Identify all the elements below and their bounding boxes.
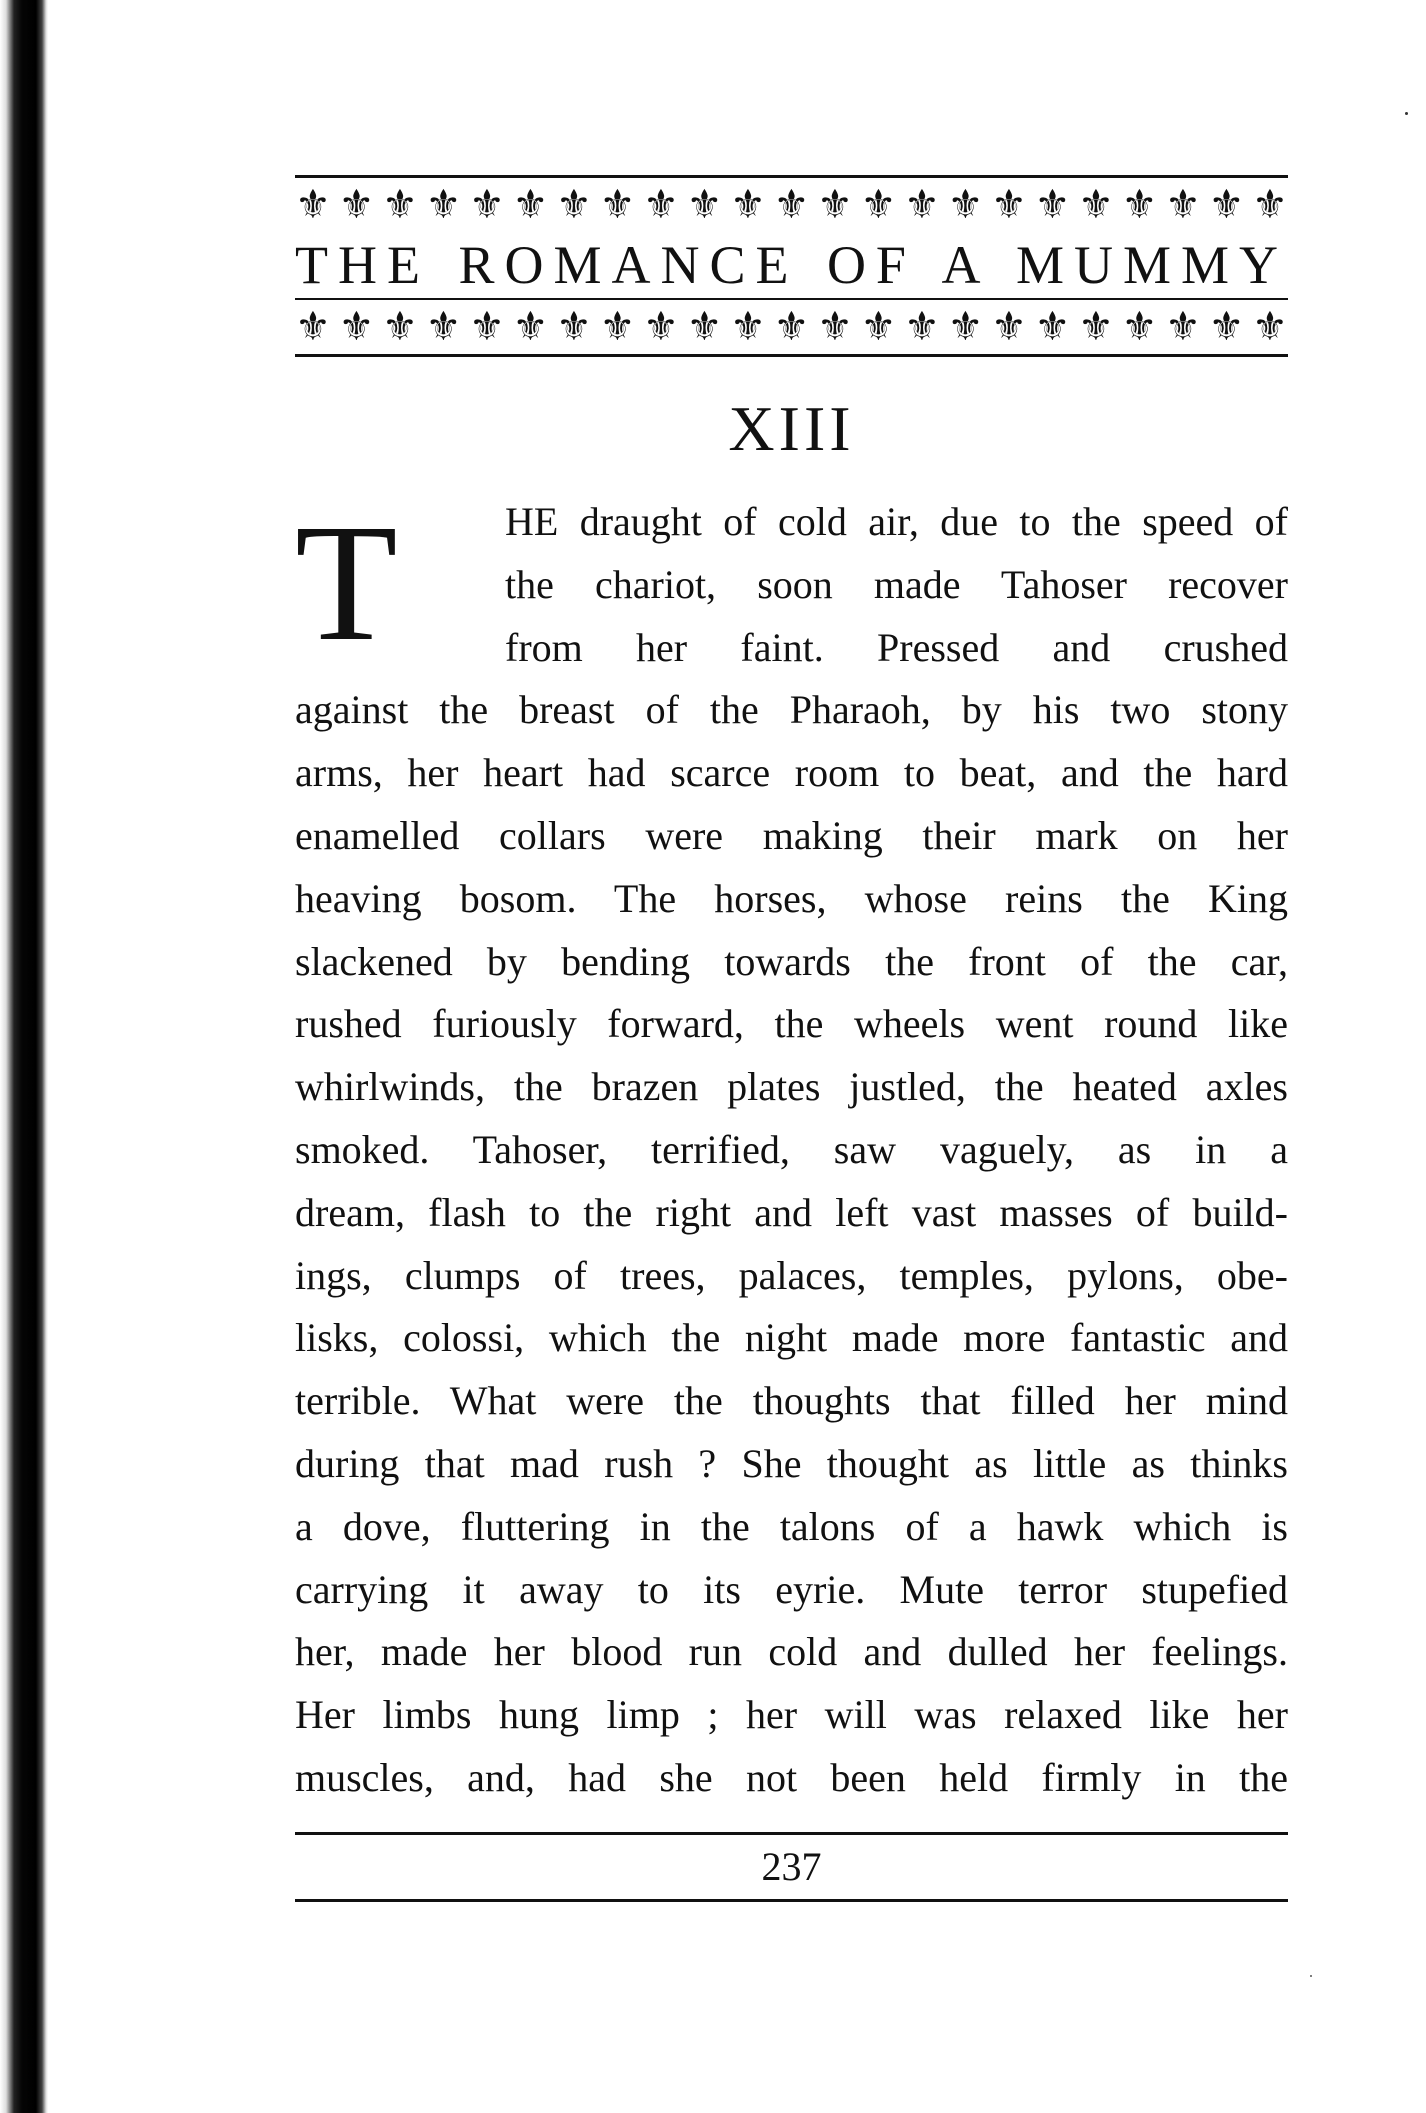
fleur-de-lis-icon: ⚜ [599,304,636,350]
fleur-de-lis-icon: ⚜ [1121,304,1158,350]
fleur-de-lis-icon: ⚜ [382,304,418,350]
fleur-de-lis-icon: ⚜ [1208,182,1245,228]
fleur-de-lis-icon: ⚜ [860,304,897,350]
fleur-de-lis-icon: ⚜ [686,304,723,350]
fleur-de-lis-icon: ⚜ [512,304,549,350]
fleur-de-lis-icon: ⚜ [1034,304,1071,350]
text-line: a dove, fluttering in the talons of a hawk which is [295,1503,1288,1549]
fleur-de-lis-icon: ⚜ [295,304,331,350]
fleur-de-lis-icon: ⚜ [817,182,853,228]
text-line: slackened by bending towards the front of the car, [295,938,1288,984]
text-line: HE draught of cold air, due to the speed of [505,499,1288,544]
footer-rule-bottom [295,1899,1288,1902]
fleur-de-lis-icon: ⚜ [556,304,592,350]
fleur-de-lis-icon: ⚜ [338,304,375,350]
text-line: Her limbs hung limp ; her will was relaxed like her [295,1692,1288,1738]
fleur-de-lis-icon: ⚜ [469,182,505,228]
drop-cap: T [295,490,398,676]
text-line: lisks, colossi, which the night made more fantastic and [295,1315,1288,1361]
fleur-de-lis-icon: ⚜ [295,182,331,228]
fleur-de-lis-icon: ⚜ [643,182,679,228]
ornament-row-bottom [295,300,1288,354]
fleur-de-lis-icon: ⚜ [425,304,462,350]
fleur-de-lis-icon: ⚜ [1165,182,1201,228]
text-line: carrying it away to its eyrie. Mute terror stupefied [295,1566,1288,1612]
fleur-de-lis-icon: ⚜ [425,182,462,228]
fleur-de-lis-icon: ⚜ [1078,182,1114,228]
fleur-de-lis-icon: ⚜ [773,304,810,350]
text-line: ings, clumps of trees, palaces, temples, pylons, obe- [295,1252,1288,1298]
text-line: during that mad rush ? She thought as little as thinks [295,1440,1288,1486]
fleur-de-lis-icon: ⚜ [599,182,636,228]
text-line: arms, her heart had scarce room to beat, and the hard [295,750,1288,796]
page-number: 237 [761,1843,822,1889]
chapter-heading: XIII [728,393,855,464]
fleur-de-lis-icon: ⚜ [469,304,505,350]
body-text [295,491,1288,1810]
fleur-de-lis-icon: ⚜ [730,304,766,350]
fleur-de-lis-icon: ⚜ [773,182,810,228]
text-line: rushed furiously forward, the wheels went round like [295,1001,1288,1047]
fleur-de-lis-icon: ⚜ [1078,304,1114,350]
book-page [295,175,1288,1902]
fleur-de-lis-icon: ⚜ [991,304,1027,350]
fleur-de-lis-icon: ⚜ [904,304,940,350]
text-line: terrible. What were the thoughts that filled her mind [295,1378,1288,1424]
drop-cap-block [295,491,1288,679]
fleur-de-lis-icon: ⚜ [512,182,549,228]
fleur-de-lis-icon: ⚜ [556,182,592,228]
text-line: muscles, and, had she not been held firmly in the [295,1754,1288,1800]
fleur-de-lis-icon: ⚜ [730,182,766,228]
text-line: whirlwinds, the brazen plates justled, the heated axles [295,1064,1288,1110]
fleur-de-lis-icon: ⚜ [643,304,679,350]
fleur-de-lis-icon: ⚜ [1034,182,1071,228]
fleur-de-lis-icon: ⚜ [1121,182,1158,228]
fleur-de-lis-icon: ⚜ [1208,304,1245,350]
text-line: enamelled collars were making their mark on her [295,812,1288,858]
text-line: her, made her blood run cold and dulled her feelings. [295,1629,1288,1675]
book-spine-shadow [0,0,48,2113]
fleur-de-lis-icon: ⚜ [947,182,984,228]
text-line: from her faint. Pressed and crushed [505,624,1288,670]
text-line: heaving bosom. The horses, whose reins the King [295,875,1288,921]
fleur-de-lis-icon: ⚜ [1252,182,1288,228]
text-line: against the breast of the Pharaoh, by his two stony [295,687,1288,733]
text-line: dream, flash to the right and left vast masses of build- [295,1189,1288,1235]
fleur-de-lis-icon: ⚜ [686,182,723,228]
text-line: the chariot, soon made Tahoser recover [505,561,1288,607]
fleur-de-lis-icon: ⚜ [904,182,940,228]
fleur-de-lis-icon: ⚜ [1252,304,1288,350]
fleur-de-lis-icon: ⚜ [947,304,984,350]
speck [1310,1975,1312,1977]
running-title: THE ROMANCE OF A MUMMY [295,235,1288,295]
text-line: smoked. Tahoser, terrified, saw vaguely, as in a [295,1126,1288,1172]
fleur-de-lis-icon: ⚜ [817,304,853,350]
speck [1405,112,1408,115]
fleur-de-lis-icon: ⚜ [860,182,897,228]
fleur-de-lis-icon: ⚜ [338,182,375,228]
fleur-de-lis-icon: ⚜ [1165,304,1201,350]
header-rule-bottom [295,354,1288,357]
ornament-row-top [295,178,1288,232]
fleur-de-lis-icon: ⚜ [991,182,1027,228]
fleur-de-lis-icon: ⚜ [382,182,418,228]
